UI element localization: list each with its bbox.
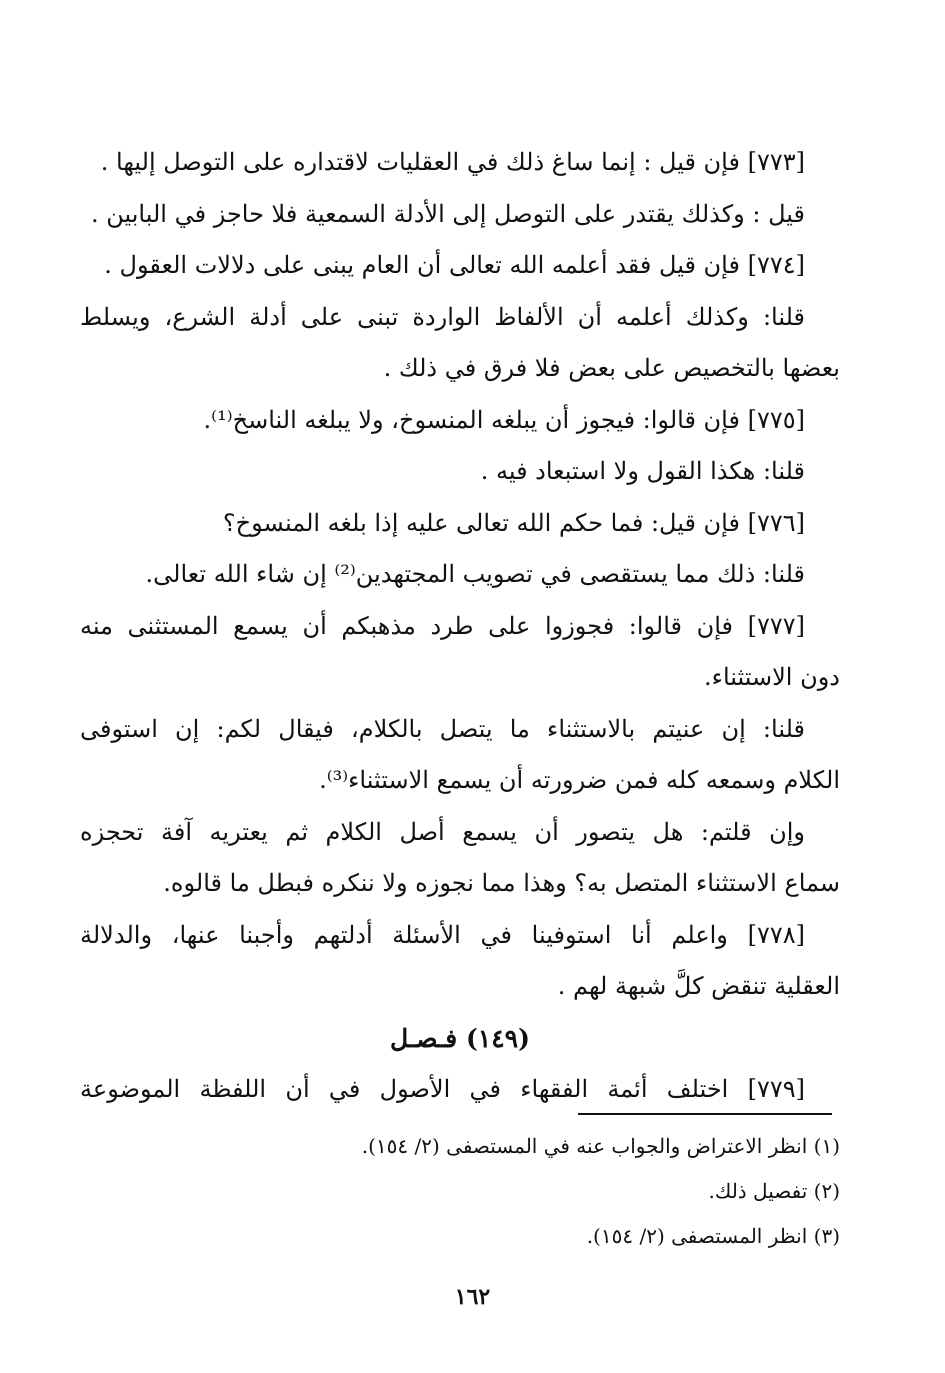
answer-773: قيل : وكذلك يقتدر على التوصل إلى الأدلة السمعية فلا حاجز في البابين . — [90, 199, 805, 228]
objection-line-2: سماع الاستثناء المتصل به؟ وهذا مما نجوزه ولا ننكره فبطل ما قالوه. — [163, 869, 840, 897]
answer-776: قلنا: ذلك مما يستقصى في تصويب المجتهدين⁽²⁾ إن شاء الله تعالى. — [145, 560, 805, 588]
paragraph-778-line-2: العقلية تنقض كلَّ شبهة لهم . — [557, 972, 840, 1000]
footnote-3: (٣) انظر المستصفى (٢/ ١٥٤). — [586, 1224, 840, 1248]
paragraph-777-line-1: [٧٧٧] فإن قالوا: فجوزوا على طرد مذهبكم أن يسمع المستثنى منه — [80, 611, 805, 640]
paragraph-776: [٧٧٦] فإن قيل: فما حكم الله تعالى عليه إذا بلغه المنسوخ؟ — [222, 508, 805, 537]
main-text — [80, 137, 840, 1116]
objection-line-1: وإن قلتم: هل يتصور أن يسمع أصل الكلام ثم يعتريه آفة تحجزه — [80, 817, 805, 846]
footnotes — [120, 1124, 840, 1259]
paragraph-775: [٧٧٥] فإن قالوا: فيجوز أن يبلغه المنسوخ، ولا يبلغه الناسخ⁽¹⁾. — [203, 405, 805, 434]
footnote-1: (١) انظر الاعتراض والجواب عنه في المستصفى (٢/ ١٥٤). — [361, 1134, 840, 1158]
answer-774-line-2: بعضها بالتخصيص على بعض فلا فرق في ذلك . — [383, 354, 840, 382]
answer-777-line-2: الكلام وسمعه كله فمن ضرورته أن يسمع الاستثناء⁽³⁾. — [319, 766, 840, 794]
paragraph-777-line-2: دون الاستثناء. — [704, 663, 840, 691]
answer-775: قلنا: هكذا القول ولا استبعاد فيه . — [480, 457, 805, 485]
paragraph-774: [٧٧٤] فإن قيل فقد أعلمه الله تعالى أن العام يبنى على دلالات العقول . — [104, 251, 805, 279]
page-number: ١٦٢ — [454, 1284, 491, 1310]
section-heading: (١٤٩) فـصـل — [390, 1023, 530, 1053]
paragraph-779: [٧٧٩] اختلف أئمة الفقهاء في الأصول في أن اللفظة الموضوعة — [80, 1075, 805, 1103]
answer-774-line-1: قلنا: وكذلك أعلمه أن الألفاظ الواردة تبنى على أدلة الشرع، ويسلط — [80, 302, 805, 331]
paragraph-778-line-1: [٧٧٨] واعلم أنا استوفينا في الأسئلة أدلتهم وأجبنا عنها، والدلالة — [80, 920, 805, 949]
footnote-2: (٢) تفصيل ذلك. — [708, 1179, 840, 1203]
answer-777-line-1: قلنا: إن عنيتم بالاستثناء ما يتصل بالكلام، فيقال لكم: إن استوفى — [80, 714, 805, 743]
footnote-separator — [578, 1113, 832, 1115]
paragraph-773: [٧٧٣] فإن قيل : إنما ساغ ذلك في العقليات لاقتداره على التوصل إليها . — [100, 148, 805, 176]
